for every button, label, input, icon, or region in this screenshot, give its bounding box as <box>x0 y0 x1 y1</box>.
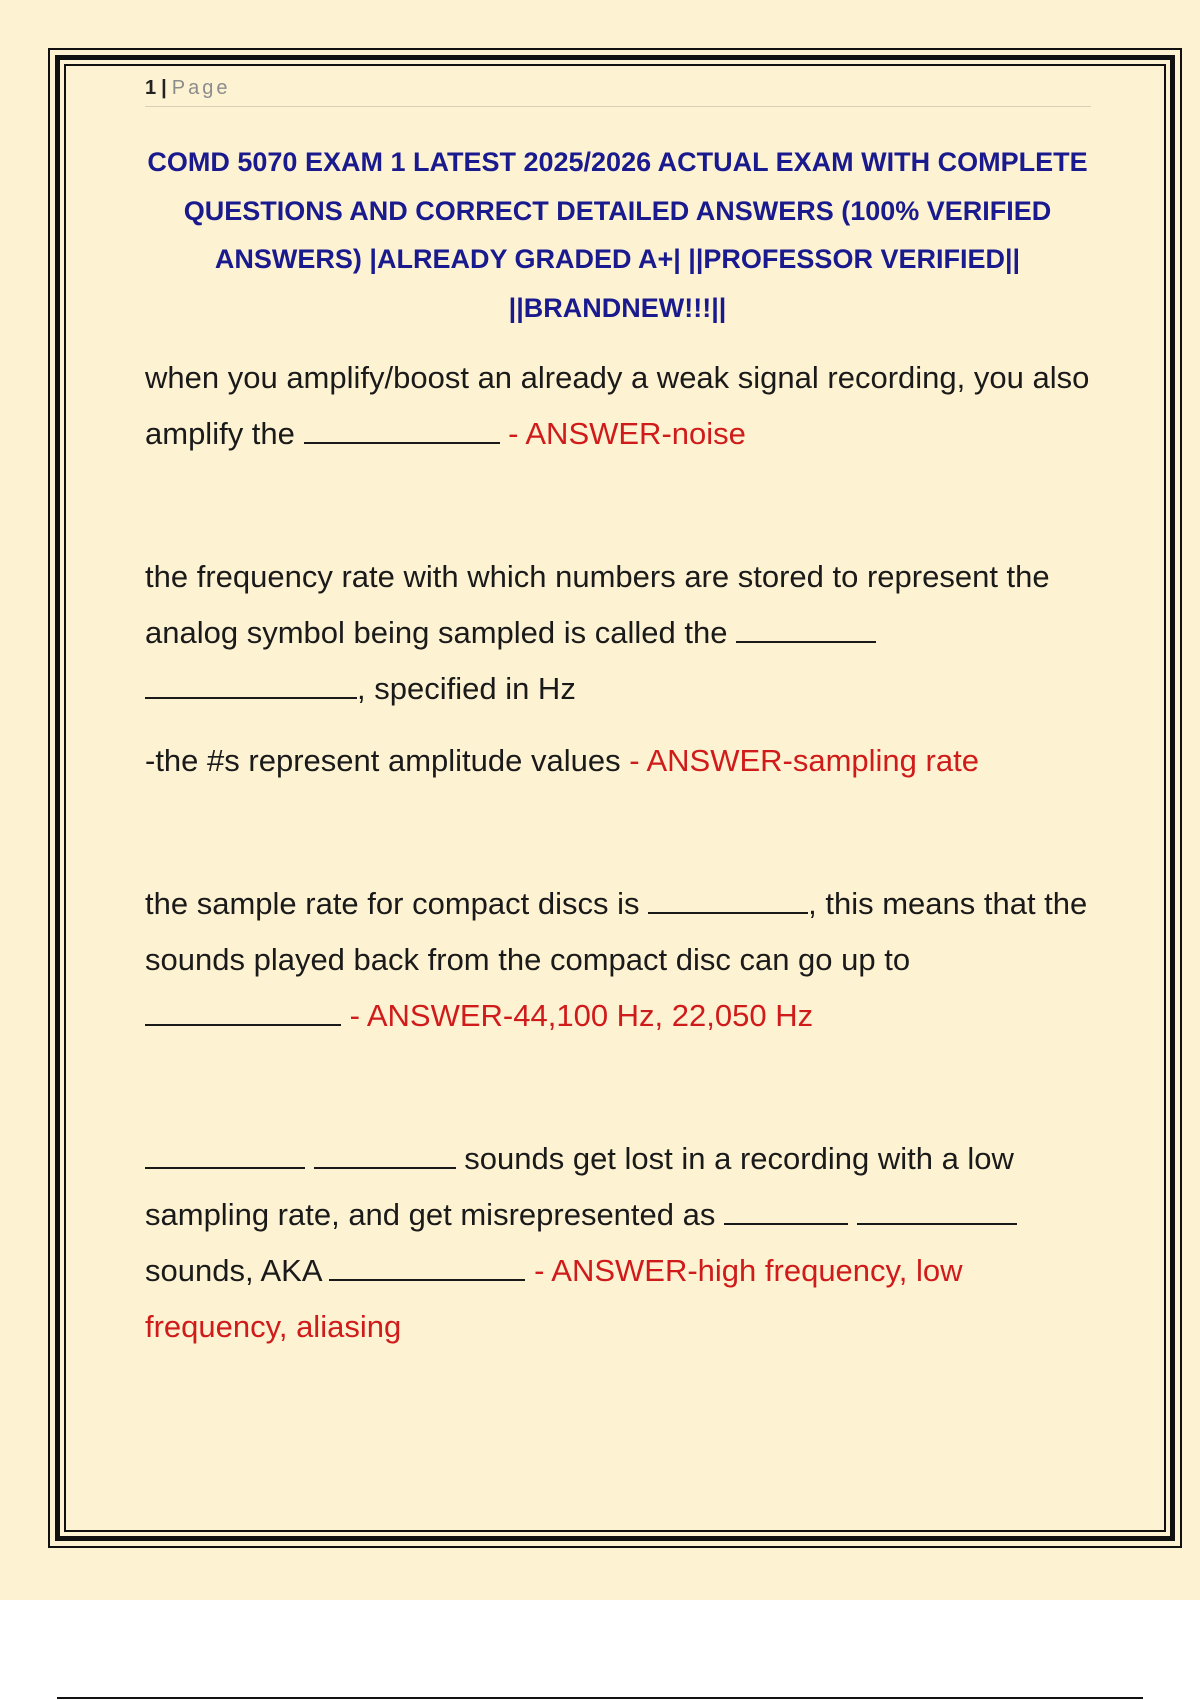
answer-text: - ANSWER-44,100 Hz, 22,050 Hz <box>349 998 814 1033</box>
document-title: COMD 5070 EXAM 1 LATEST 2025/2026 ACTUAL EXAM WITH COMPLETE QUESTIONS AND CORRECT DETAILED ANSWERS (100% VERIFIED ANSWERS) |ALREADY GRADED A+| ||PROFESSOR VERIFIED|| ||BRANDNEW!!!|| <box>147 147 1088 323</box>
answer-blank <box>857 1199 1017 1225</box>
question-item <box>145 350 1091 462</box>
answer-text: - ANSWER-sampling rate <box>629 743 979 778</box>
answer-text: - ANSWER-high frequency, low frequency, aliasing <box>145 1253 963 1344</box>
question-text: the sample rate for compact discs is <box>145 886 640 921</box>
question-paragraph <box>145 350 1091 462</box>
page-number: 1 <box>145 77 157 99</box>
question-text: , specified in Hz <box>357 671 576 706</box>
question-item <box>145 1131 1091 1355</box>
answer-blank <box>145 673 357 699</box>
question-item <box>145 876 1091 1044</box>
question-paragraph <box>145 876 1091 1044</box>
page-bottom-rule <box>57 1697 1143 1699</box>
page-separator: | <box>161 77 167 99</box>
page-header <box>145 74 1091 107</box>
question-paragraph <box>145 549 1091 717</box>
answer-blank <box>314 1143 456 1169</box>
answer-blank <box>648 888 808 914</box>
answer-blank <box>145 1000 341 1026</box>
question-note <box>145 733 1091 789</box>
question-item <box>145 549 1091 789</box>
answer-blank <box>329 1255 525 1281</box>
answer-blank <box>304 418 500 444</box>
page-label: Page <box>171 77 231 99</box>
question-text: the frequency rate with which numbers are stored to represent the analog symbol being sampled is called the <box>145 559 1050 650</box>
question-text: -the #s represent amplitude values <box>145 743 621 778</box>
answer-blank <box>736 617 876 643</box>
answer-text: - ANSWER-noise <box>508 416 746 451</box>
question-text: sounds, AKA <box>145 1253 321 1288</box>
question-text: , this means that the sounds played back from the compact disc can go up to <box>145 886 1088 977</box>
answer-blank <box>145 1143 305 1169</box>
question-text: when you amplify/boost an already a weak signal recording, you also amplify the <box>145 360 1090 451</box>
question-text: sounds get lost in a recording with a low sampling rate, and get misrepresented as <box>145 1141 1014 1232</box>
question-paragraph <box>145 1131 1091 1355</box>
answer-blank <box>724 1199 848 1225</box>
